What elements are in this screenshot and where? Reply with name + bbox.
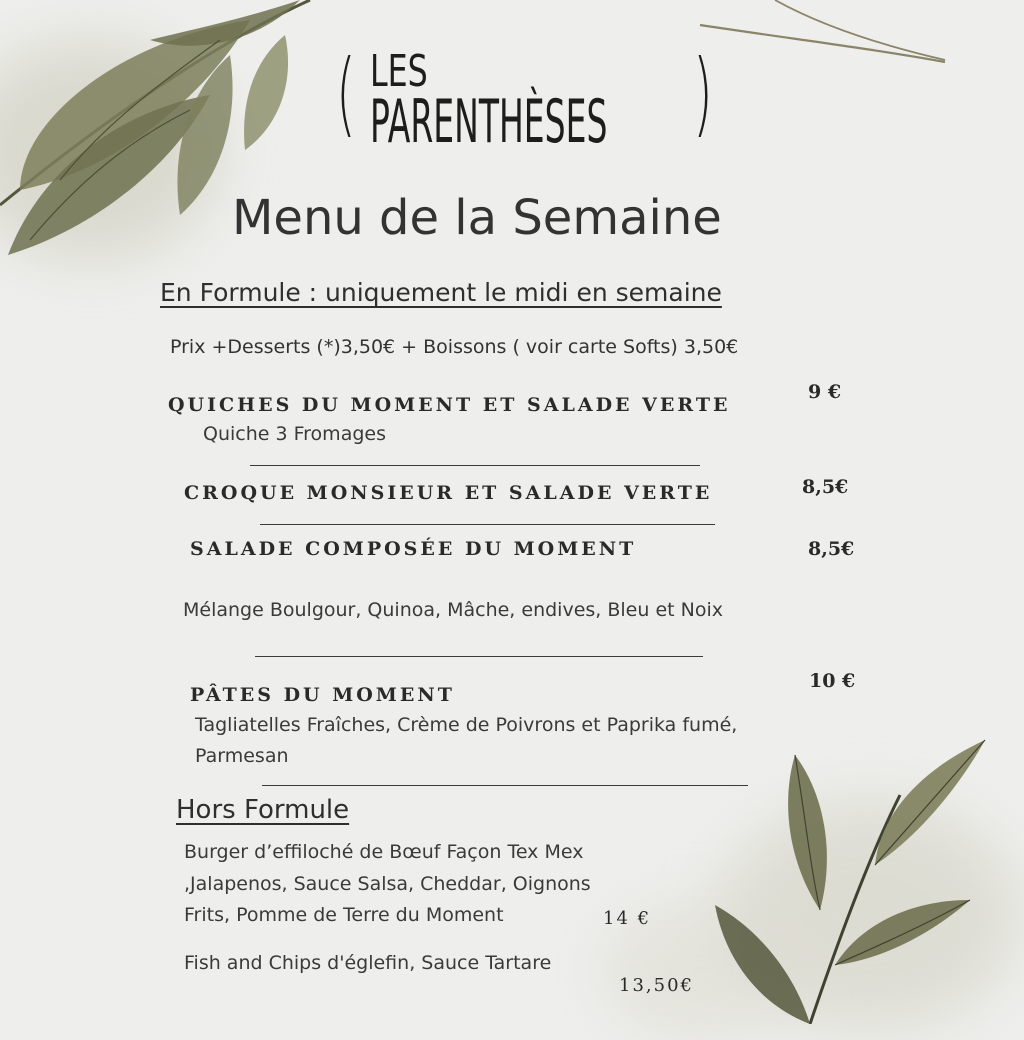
dish-description: Quiche 3 Fromages: [203, 423, 386, 445]
dish-name: CROQUE MONSIEUR ET SALADE VERTE: [184, 482, 713, 504]
hors-item-line: Frits, Pomme de Terre du Moment: [184, 904, 504, 926]
logo-open-paren: (: [336, 40, 356, 147]
hors-item-price: 14 €: [603, 908, 652, 929]
divider: [262, 785, 748, 786]
dish-price: 10 €: [809, 670, 856, 692]
logo-close-paren: ): [693, 40, 713, 147]
logo-line2: PARENTHÈSES: [370, 87, 608, 157]
hors-formule-heading: Hors Formule: [176, 795, 350, 825]
logo-line1: LES: [370, 46, 428, 97]
divider: [250, 465, 700, 466]
stem-icon: [680, 0, 1024, 70]
divider: [260, 524, 715, 525]
dish-name: QUICHES DU MOMENT ET SALADE VERTE: [168, 394, 731, 416]
divider: [255, 656, 703, 657]
dish-price: 9 €: [808, 381, 842, 403]
dish-description-line: Parmesan: [195, 745, 289, 767]
hors-item-line: ,Jalapenos, Sauce Salsa, Cheddar, Oignons: [184, 873, 591, 895]
leaf-branch-icon: [700, 735, 1024, 1024]
dish-description-line: Tagliatelles Fraîches, Crème de Poivrons et Paprika fumé,: [195, 714, 738, 736]
hors-item-line: Fish and Chips d'églefin, Sauce Tartare: [184, 952, 552, 974]
dish-price: 8,5€: [808, 538, 855, 560]
page-title: Menu de la Semaine: [232, 190, 722, 246]
hors-item-price: 13,50€: [619, 975, 694, 996]
dish-name: SALADE COMPOSÉE DU MOMENT: [190, 538, 637, 560]
dish-description: Mélange Boulgour, Quinoa, Mâche, endives, Bleu et Noix: [183, 599, 723, 621]
dish-name: PÂTES DU MOMENT: [190, 684, 455, 706]
dish-price: 8,5€: [802, 476, 849, 498]
hors-item-line: Burger d’effiloché de Bœuf Façon Tex Mex: [184, 841, 584, 863]
formule-supplements: Prix +Desserts (*)3,50€ + Boissons ( voir carte Softs) 3,50€: [170, 336, 739, 358]
formule-heading: En Formule : uniquement le midi en semaine: [160, 278, 722, 307]
